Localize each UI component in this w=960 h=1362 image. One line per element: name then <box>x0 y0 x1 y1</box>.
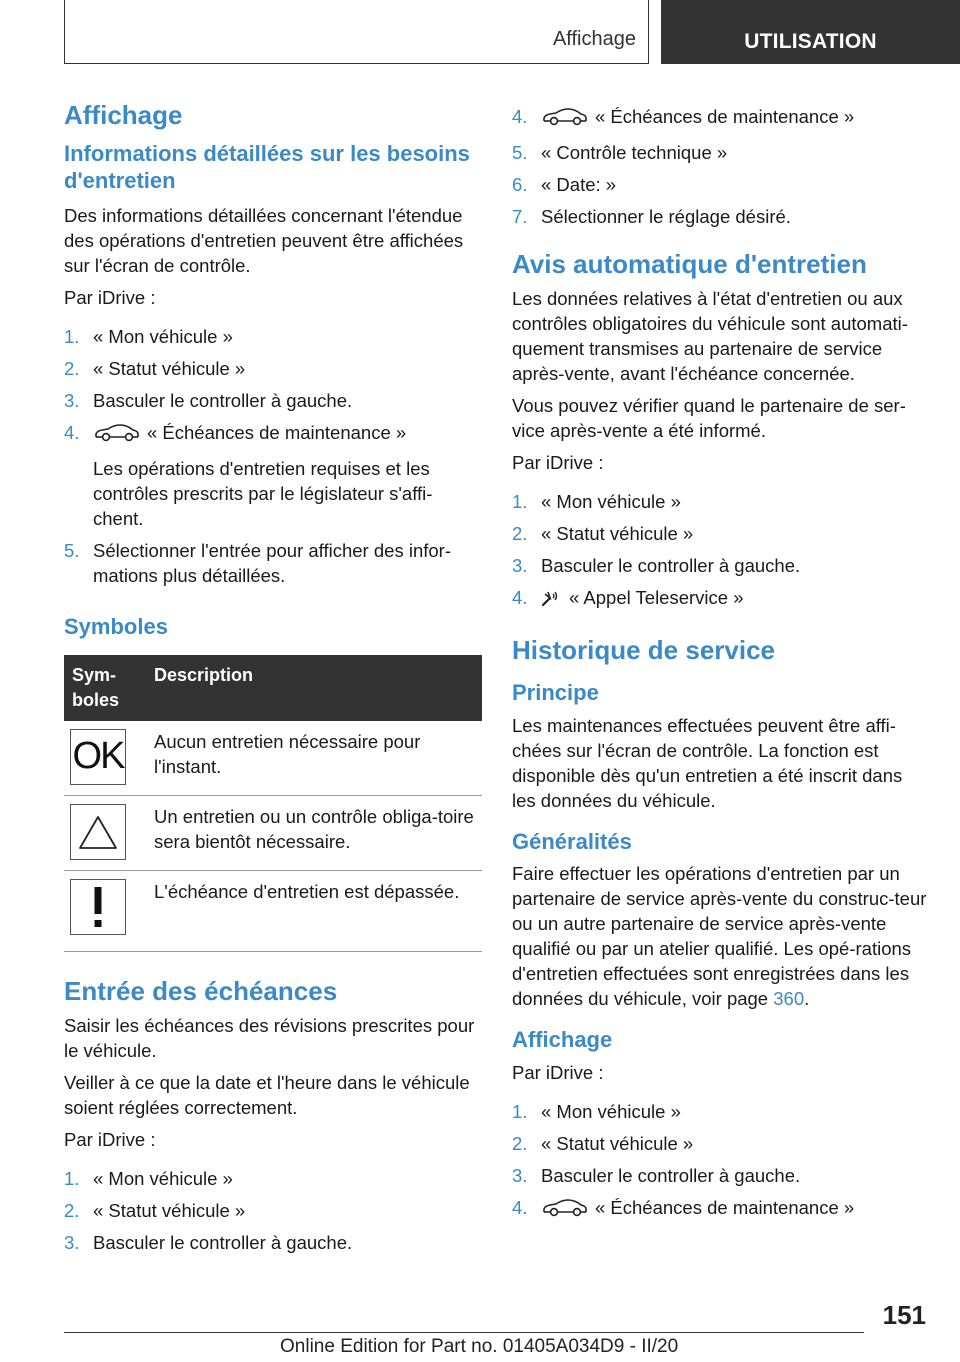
list-item <box>64 1166 482 1191</box>
step-number: 6. <box>512 174 528 195</box>
step-number: 5. <box>512 142 528 163</box>
step-text: « Échéances de maintenance » <box>595 1196 855 1218</box>
step-text: « Mon véhicule » <box>93 1167 233 1189</box>
step-number: 4. <box>512 1196 528 1218</box>
list-item <box>512 1131 927 1156</box>
step-text: « Mon véhicule » <box>541 1100 681 1122</box>
principe-heading: Principe <box>512 680 599 706</box>
page-link-360[interactable]: 360 <box>773 988 805 1010</box>
list-item <box>512 585 927 613</box>
avis-paragraph-2: Vous pouvez vérifier quand le partenaire de ser-vice après-vente a été informé. <box>512 395 906 442</box>
step-number: 1. <box>512 491 528 513</box>
step-number: 3. <box>64 1231 80 1253</box>
list-item <box>64 420 482 531</box>
details-steps-list <box>64 324 482 588</box>
step-text: « Échéances de maintenance » <box>595 106 855 127</box>
step-number: 3. <box>512 1164 528 1186</box>
step-number: 5. <box>64 539 80 561</box>
list-item <box>64 324 482 349</box>
footer-divider <box>64 1332 864 1333</box>
entry-steps-list <box>64 1166 482 1255</box>
step-number: 2. <box>64 357 80 379</box>
step-number: 3. <box>512 555 528 577</box>
entry-heading: Entrée des échéances <box>64 975 338 1006</box>
list-item <box>512 553 927 578</box>
affichage-subheading: Affichage <box>512 1027 613 1053</box>
teleservice-icon <box>541 588 561 613</box>
header-section-title: Affichage <box>552 28 636 50</box>
table-cell-description: Un entretien ou un contrôle obliga-toire sera bientôt nécessaire. <box>146 795 482 870</box>
footer-edition: Online Edition for Part no. 01405A034D9 - II/20 <box>280 1336 679 1357</box>
idrive-label: Par iDrive : <box>64 1128 156 1150</box>
step-text: Basculer le controller à gauche. <box>93 1231 353 1253</box>
table-header-symbols: Sym-boles <box>64 655 146 721</box>
avis-paragraph-1: Les données relatives à l'état d'entretien ou aux contrôles obligatoires du véhicule sont automati-quement transmises au partenaire de service après-vente, avant l'échéance concernée. <box>512 288 908 385</box>
affichage-steps-list <box>512 1099 927 1224</box>
table-row <box>64 870 482 951</box>
warning-triangle-icon <box>70 804 126 860</box>
step-text: « Date: » <box>541 174 617 195</box>
step-text: « Statut véhicule » <box>541 523 694 545</box>
generalites-text: Faire effectuer les opérations d'entretien par un partenaire de service après-vente du construc-teur ou un autre partenaire de service après-vente qualifié ou par un atelier qualifié. Les opé-rations d'entretien effectuées sont enregistrées dans les données du véhicule, voir page <box>512 863 927 1010</box>
generalites-heading: Généralités <box>512 828 632 854</box>
list-item <box>512 204 927 229</box>
intro-paragraph: Des informations détaillées concernant l'étendue des opérations d'entretien peuvent être affichées sur l'écran de contrôle. <box>64 204 464 276</box>
avis-heading: Avis automatique d'entretien <box>512 249 867 279</box>
step-number: 1. <box>64 325 80 347</box>
table-cell-description: Aucun entretien nécessaire pour l'instant. <box>146 721 482 796</box>
step-number: 4. <box>64 421 80 443</box>
ok-icon <box>70 729 126 785</box>
step-number: 3. <box>64 389 80 411</box>
history-heading: Historique de service <box>512 635 775 666</box>
list-item <box>512 104 927 133</box>
list-item <box>512 521 927 546</box>
step-text: « Échéances de maintenance » <box>147 421 407 443</box>
list-item <box>64 388 482 413</box>
car-icon <box>93 423 141 449</box>
list-item <box>512 1163 927 1188</box>
car-icon <box>541 107 589 133</box>
step-text: Basculer le controller à gauche. <box>541 555 801 577</box>
list-item <box>64 356 482 381</box>
left-column <box>64 100 482 1265</box>
list-item <box>64 538 482 588</box>
step-text: « Statut véhicule » <box>541 1132 694 1154</box>
header-frame <box>64 0 649 64</box>
step-number: 1. <box>512 1100 528 1122</box>
step-number: 1. <box>64 1167 80 1189</box>
exclamation-icon <box>70 879 126 935</box>
symbols-heading: Symboles <box>64 613 168 639</box>
step-text: « Statut véhicule » <box>93 357 246 379</box>
step-number: 4. <box>512 587 528 609</box>
table-cell-description: L'échéance d'entretien est dépassée. <box>146 870 482 951</box>
ok-glyph: OK <box>72 735 124 778</box>
list-item <box>512 172 927 197</box>
step-number: 7. <box>512 206 528 227</box>
table-row <box>64 721 482 796</box>
principe-paragraph: Les maintenances effectuées peuvent être affi-chées sur l'écran de contrôle. La fonction est disponible dès qu'un entretien a été inscrit dans les données du véhicule. <box>512 714 903 811</box>
step-text: « Mon véhicule » <box>93 325 233 347</box>
step-text: Sélectionner l'entrée pour afficher des infor-mations plus détaillées. <box>93 539 451 586</box>
entry-paragraph-2: Veiller à ce que la date et l'heure dans le véhicule soient réglées correctement. <box>64 1071 470 1118</box>
generalites-paragraph <box>512 861 927 1011</box>
step-number: 2. <box>512 1132 528 1154</box>
step-note: Les opérations d'entretien requises et les contrôles prescrits par le législateur s'affi-chent. <box>93 457 433 529</box>
step-text: Sélectionner le réglage désiré. <box>541 206 791 227</box>
entry-paragraph-1: Saisir les échéances des révisions prescrites pour le véhicule. <box>64 1014 475 1061</box>
header-chapter-tab: UTILISATION <box>661 0 960 64</box>
list-item <box>512 489 927 514</box>
car-icon <box>541 1198 589 1224</box>
step-text: Basculer le controller à gauche. <box>93 389 353 411</box>
list-item <box>512 1195 927 1224</box>
step-text: « Statut véhicule » <box>93 1199 246 1221</box>
table-row <box>64 795 482 870</box>
table-header-row <box>64 655 482 721</box>
page-number: 151 <box>882 1300 926 1330</box>
step-text: « Contrôle technique » <box>541 142 728 163</box>
idrive-label: Par iDrive : <box>64 286 156 308</box>
step-text: Basculer le controller à gauche. <box>541 1164 801 1186</box>
idrive-label: Par iDrive : <box>512 1061 604 1083</box>
step-text: « Mon véhicule » <box>541 491 681 513</box>
step-number: 2. <box>512 523 528 545</box>
avis-steps-list <box>512 489 927 613</box>
symbols-table <box>64 655 482 952</box>
generalites-end: . <box>804 988 810 1010</box>
list-item <box>512 140 927 165</box>
page-title: Affichage <box>64 100 183 130</box>
list-item <box>64 1230 482 1255</box>
step-number: 4. <box>512 106 528 127</box>
entry-steps-continued <box>512 104 927 229</box>
section-heading-details: Informations détaillées sur les besoins d'entretien <box>64 141 470 194</box>
list-item <box>512 1099 927 1124</box>
idrive-label: Par iDrive : <box>512 452 604 474</box>
table-header-description: Description <box>146 655 482 721</box>
right-column <box>512 100 927 1234</box>
step-number: 2. <box>64 1199 80 1221</box>
step-text: « Appel Teleservice » <box>569 587 744 609</box>
list-item <box>64 1198 482 1223</box>
